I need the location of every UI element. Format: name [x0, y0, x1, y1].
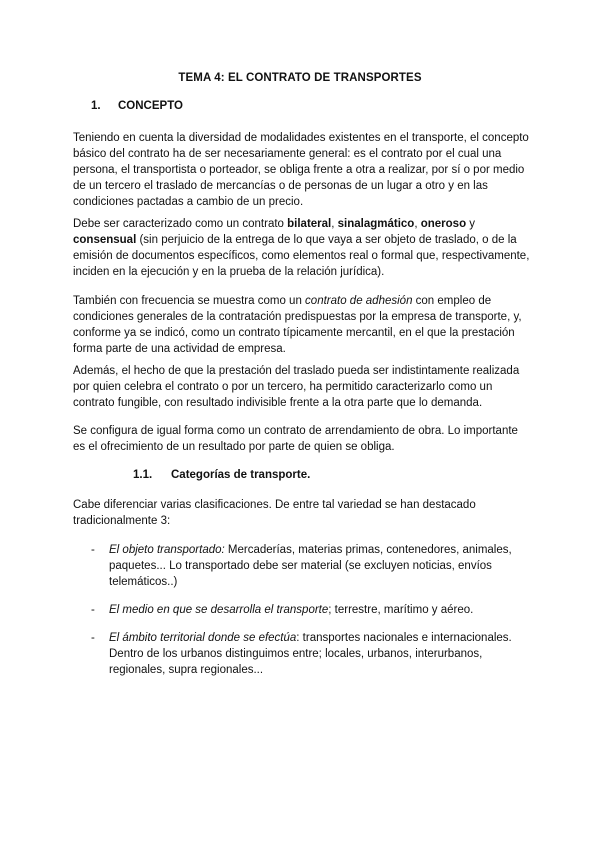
- list-bullet: -: [91, 604, 95, 616]
- list-item-text: Mercaderías, materias primas, contenedores, animales, paquetes... Lo transportado debe ser material (se excluyen noticias, envíos telemáticos..): [109, 544, 512, 588]
- text-run: con empleo de condiciones generales de la contratación predispuestas por la empresa de transporte, y, conforme ya se indicó, como un contrato típicamente mercantil, en el que la prestación forma parte de una actividad de empresa.: [73, 295, 522, 355]
- list-item-term: El objeto transportado:: [109, 544, 225, 556]
- term-sinalagmatico: sinalagmático: [337, 218, 415, 230]
- section-number: 1.: [91, 100, 101, 112]
- paragraph-adhesion: [73, 293, 533, 357]
- paragraph-arrendamiento: Se configura de igual forma como un contrato de arrendamiento de obra. Lo importante es el ofrecimiento de un resultado por parte de quien se obliga.: [73, 425, 518, 453]
- text-run: (sin perjuicio de la entrega de lo que vaya a ser objeto de traslado, o de la emisión de documentos específicos, como elementos real o formal que, respectivamente, inciden en la ejecución y en la prueba de la relación jurídica).: [73, 234, 530, 278]
- document-title: TEMA 4: EL CONTRATO DE TRANSPORTES: [178, 72, 422, 84]
- paragraph-definition: Teniendo en cuenta la diversidad de modalidades existentes en el transporte, el concepto básico del contrato ha de ser necesariamente general: es el contrato por el cual una persona, el transportista o porteador, se obliga frente a otra a realizar, por sí o por medio de un tercero el traslado de mercancías o de personas de un lugar a otro y en las condiciones pactadas a cambio de un precio.: [73, 132, 529, 208]
- section-heading-concepto: [91, 100, 183, 112]
- text-run: ,: [414, 218, 421, 230]
- subsection-number: 1.1.: [133, 469, 153, 481]
- text-run: ,: [331, 218, 338, 230]
- term-bilateral: bilateral: [287, 218, 332, 230]
- paragraph-clasificaciones: Cabe diferenciar varias clasificaciones. De entre tal variedad se han destacado tradicionalmente 3:: [73, 499, 476, 527]
- subsection-title: Categorías de transporte.: [171, 469, 311, 481]
- section-title: CONCEPTO: [118, 100, 183, 112]
- list-item-text: : transportes nacionales e internacionales. Dentro de los urbanos distinguimos entre; locales, urbanos, interurbanos, regionales, supra regionales...: [109, 632, 512, 676]
- text-run: Debe ser caracterizado como un contrato: [73, 218, 288, 230]
- subsection-heading-categorias: [133, 469, 310, 481]
- paragraph-fungible: Además, el hecho de que la prestación del traslado pueda ser indistintamente realizada por quien celebra el contrato o por un tercero, ha permitido caracterizarlo como un contrato fungible, con resultado indivisible frente a la otra parte que lo demanda.: [73, 365, 520, 409]
- term-contrato-adhesion: contrato de adhesión: [305, 295, 413, 307]
- list-item-text: ; terrestre, marítimo y aéreo.: [328, 604, 474, 616]
- text-run: y: [466, 218, 476, 230]
- text-run: También con frecuencia se muestra como un: [73, 295, 306, 307]
- list-bullet: -: [91, 544, 95, 556]
- list-item-term: El ámbito territorial donde se efectúa: [109, 632, 297, 644]
- list-bullet: -: [91, 632, 95, 644]
- paragraph-characteristics: [73, 216, 533, 280]
- term-oneroso: oneroso: [420, 218, 467, 230]
- term-consensual: consensual: [73, 234, 137, 246]
- list-item-term: El medio en que se desarrolla el transporte: [109, 604, 329, 616]
